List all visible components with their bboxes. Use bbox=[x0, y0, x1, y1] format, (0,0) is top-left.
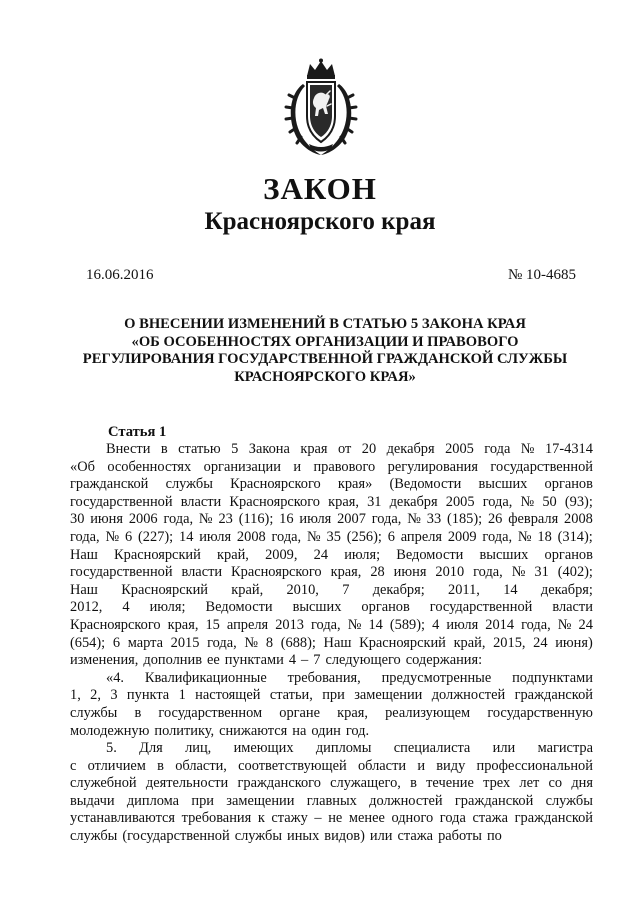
body-word: 23 bbox=[218, 511, 233, 528]
body-line bbox=[70, 705, 593, 723]
body-word: – bbox=[301, 652, 309, 669]
body-word: или bbox=[369, 828, 393, 845]
body-word: пункта bbox=[126, 687, 170, 704]
body-word: настоящей bbox=[195, 687, 261, 704]
body-word: должностей bbox=[369, 792, 443, 809]
body-line bbox=[70, 810, 593, 828]
body-word: июля bbox=[299, 511, 332, 528]
body-word: трех bbox=[483, 775, 511, 792]
article-body bbox=[70, 441, 593, 846]
body-word: видов) bbox=[324, 828, 365, 845]
body-word: № bbox=[347, 616, 362, 633]
body-word: государственную bbox=[487, 704, 593, 721]
body-word: года, bbox=[482, 528, 513, 545]
body-word: года, bbox=[207, 634, 237, 651]
body-line bbox=[70, 511, 593, 529]
body-word: года, bbox=[70, 528, 100, 545]
body-line bbox=[70, 529, 593, 547]
body-word: № bbox=[557, 616, 572, 633]
body-line bbox=[70, 635, 593, 653]
body-word: № bbox=[306, 528, 321, 545]
body-line bbox=[70, 617, 593, 635]
body-word: апреля bbox=[226, 616, 269, 633]
body-word: органе bbox=[279, 704, 321, 721]
body-word: года, bbox=[473, 564, 503, 581]
body-word: 2008 bbox=[564, 511, 593, 528]
body-word: 2011, bbox=[448, 581, 480, 598]
body-word: (314); bbox=[557, 528, 593, 545]
body-word: службы bbox=[70, 828, 118, 845]
body-word: имеющих bbox=[233, 740, 294, 757]
body-word: (Ведомости bbox=[389, 476, 462, 493]
body-word: устанавливаются bbox=[70, 810, 176, 827]
body-word: статьи, bbox=[269, 687, 313, 704]
body-word: 15 bbox=[205, 616, 220, 633]
body-word: 33 bbox=[426, 511, 442, 528]
body-word: № bbox=[407, 511, 421, 528]
body-word: 2014 bbox=[485, 616, 515, 633]
body-word: политику, bbox=[154, 722, 215, 739]
body-word: 1 bbox=[178, 687, 186, 704]
body-word: июля; bbox=[344, 546, 381, 563]
body-word: высших bbox=[479, 546, 529, 563]
body-word: 2007 bbox=[337, 511, 366, 528]
body-word: к bbox=[257, 810, 265, 827]
body-word: Ведомости bbox=[396, 546, 464, 563]
body-word: власти bbox=[181, 564, 223, 581]
body-word: года, bbox=[163, 511, 194, 528]
body-word: один bbox=[311, 722, 341, 739]
body-word: области bbox=[357, 757, 407, 774]
document-number: № 10-4685 bbox=[507, 267, 576, 283]
body-word: высших bbox=[292, 599, 342, 616]
body-word: (256); bbox=[346, 528, 382, 545]
body-word: гражданской bbox=[454, 792, 534, 809]
body-word: № bbox=[511, 564, 526, 581]
body-word: (116); bbox=[238, 511, 274, 528]
body-word: края, bbox=[337, 704, 368, 721]
body-word: 35 bbox=[326, 528, 341, 545]
body-word: Красноярского bbox=[70, 616, 161, 633]
body-word: регулирования bbox=[387, 458, 478, 475]
body-word: 24 bbox=[578, 616, 593, 633]
body-word: следующего bbox=[325, 652, 401, 669]
body-word: июня bbox=[90, 511, 123, 528]
body-word: 26 bbox=[487, 511, 503, 528]
body-word: органов bbox=[544, 476, 593, 493]
body-line bbox=[70, 441, 593, 459]
body-word: снижаются bbox=[219, 722, 288, 739]
body-word: июня bbox=[393, 564, 427, 581]
body-word: года bbox=[439, 810, 466, 827]
body-word: органов bbox=[361, 599, 410, 616]
body-word: особенностях bbox=[107, 458, 192, 475]
body-word: Для bbox=[139, 740, 163, 757]
body-word: 6 bbox=[387, 528, 395, 545]
body-word: 31 bbox=[367, 493, 382, 510]
body-word: лиц, bbox=[185, 740, 212, 757]
body-line bbox=[70, 775, 593, 793]
body-word: течение bbox=[426, 775, 474, 792]
heading-line: «ОБ ОСОБЕННОСТЯХ ОРГАНИЗАЦИИ И ПРАВОВОГО bbox=[131, 333, 519, 350]
body-word: № bbox=[105, 528, 120, 545]
body-word: гражданской bbox=[70, 476, 149, 493]
body-word: организации bbox=[203, 458, 281, 475]
coat-of-arms-icon bbox=[283, 58, 359, 158]
body-word: требования bbox=[181, 810, 252, 827]
body-word: ее bbox=[207, 652, 220, 669]
body-word: правового bbox=[313, 458, 376, 475]
body-word: или bbox=[492, 740, 516, 757]
body-line bbox=[70, 582, 593, 600]
body-word: требования, bbox=[287, 669, 361, 686]
body-word: № bbox=[198, 511, 213, 528]
body-line bbox=[70, 740, 593, 758]
body-line bbox=[70, 476, 593, 494]
body-word: (589); bbox=[389, 616, 426, 633]
body-word: Ведомости bbox=[205, 599, 273, 616]
body-word: Закона bbox=[248, 441, 290, 457]
body-word: (185); bbox=[446, 511, 483, 528]
body-word: 2009 bbox=[447, 528, 477, 545]
body-word: Наш bbox=[70, 546, 98, 563]
body-word: 4 bbox=[122, 599, 130, 616]
body-word: Квалификационные bbox=[144, 669, 267, 686]
body-word: «4. bbox=[106, 669, 124, 686]
body-word: февраля bbox=[508, 511, 559, 528]
body-word: 5. bbox=[106, 740, 117, 757]
body-line bbox=[70, 494, 593, 512]
body-word: лет bbox=[519, 775, 540, 792]
body-word: (государственной bbox=[122, 828, 230, 845]
body-line bbox=[70, 564, 593, 582]
body-word: при bbox=[191, 792, 214, 809]
body-line bbox=[70, 828, 593, 846]
body-word: 2005 bbox=[445, 441, 474, 457]
body-word: статью bbox=[178, 441, 221, 457]
body-word: 14 bbox=[179, 528, 194, 545]
body-word: марта bbox=[127, 634, 163, 651]
body-word: гражданской bbox=[514, 687, 593, 704]
body-word: с bbox=[70, 757, 77, 774]
body-word: органов bbox=[544, 546, 593, 563]
body-word: выдачи bbox=[70, 792, 115, 809]
body-word: край, bbox=[453, 634, 486, 651]
body-word: 4 bbox=[432, 616, 440, 633]
body-word: года, bbox=[482, 493, 513, 510]
body-word: декабря bbox=[386, 441, 435, 457]
body-word: подпунктами bbox=[512, 669, 593, 686]
body-word: 2015, bbox=[493, 634, 526, 651]
body-word: стажа bbox=[472, 810, 509, 827]
body-word: не bbox=[328, 810, 343, 827]
body-word: 2013 bbox=[275, 616, 304, 633]
heading-line: О ВНЕСЕНИИ ИЗМЕНЕНИЙ В СТАТЬЮ 5 ЗАКОНА КРАЯ bbox=[124, 316, 526, 332]
body-word: магистра bbox=[537, 740, 593, 757]
body-word: края» bbox=[337, 476, 373, 493]
body-word: год. bbox=[345, 722, 370, 739]
body-word: край, bbox=[231, 581, 264, 598]
body-word: государственном bbox=[158, 704, 263, 721]
body-word: 30 bbox=[70, 511, 85, 528]
body-word: 2008 bbox=[236, 528, 266, 545]
body-word: 5 bbox=[231, 441, 239, 457]
body-word: июня) bbox=[555, 634, 593, 651]
body-word: июля bbox=[446, 616, 479, 633]
body-word: декабря; bbox=[540, 581, 593, 598]
body-word: замещении bbox=[226, 792, 295, 809]
body-word: области, bbox=[175, 757, 227, 774]
body-word: высших bbox=[478, 476, 528, 493]
body-word: власти bbox=[552, 599, 593, 616]
body-word: 2009, bbox=[265, 546, 298, 563]
body-word: отличием bbox=[87, 757, 146, 774]
heading-line: КРАСНОЯРСКОГО КРАЯ» bbox=[234, 368, 416, 385]
body-word: 14 bbox=[368, 616, 383, 633]
body-line bbox=[70, 599, 593, 617]
body-word: служебной bbox=[70, 775, 137, 792]
coat-of-arms-emblem bbox=[283, 58, 359, 158]
body-word: 7 bbox=[313, 652, 321, 669]
document-subtitle: Красноярского края bbox=[204, 208, 436, 235]
body-word: дня bbox=[571, 775, 593, 792]
body-word: предусмотренные bbox=[381, 669, 492, 686]
body-word: службы bbox=[545, 792, 593, 809]
body-word: в bbox=[160, 441, 168, 457]
body-word: при bbox=[322, 687, 345, 704]
body-word: 8 bbox=[265, 634, 274, 651]
body-word: власти bbox=[180, 493, 222, 510]
body-word: пунктами bbox=[224, 652, 284, 669]
body-word: иных bbox=[287, 828, 320, 845]
body-word: № bbox=[517, 528, 532, 545]
body-word: молодежную bbox=[70, 722, 150, 739]
body-word: года, bbox=[271, 528, 302, 545]
body-word: № bbox=[244, 634, 259, 651]
body-word: государственной bbox=[70, 564, 173, 581]
body-word: в bbox=[134, 704, 142, 721]
document-date: 16.06.2016 bbox=[86, 267, 154, 283]
article-title: Статья 1 bbox=[108, 424, 167, 440]
law-heading bbox=[60, 316, 590, 386]
body-word: содержания: bbox=[405, 652, 483, 669]
body-word: 1, bbox=[70, 687, 81, 704]
body-word: июля; bbox=[149, 599, 186, 616]
body-word: виду bbox=[436, 757, 466, 774]
body-word: 18 bbox=[537, 528, 552, 545]
body-word: 2010 bbox=[435, 564, 465, 581]
body-word: 24 bbox=[533, 634, 548, 651]
body-word: замещении bbox=[354, 687, 423, 704]
body-word: 31 bbox=[534, 564, 549, 581]
body-word: апреля bbox=[400, 528, 443, 545]
body-word: менее bbox=[348, 810, 385, 827]
body-word: края, bbox=[328, 493, 359, 510]
body-word: деятельности bbox=[145, 775, 229, 792]
body-word: 7 bbox=[342, 581, 350, 598]
body-word: реализующем bbox=[385, 704, 471, 721]
body-word: (402); bbox=[557, 564, 593, 581]
body-word: 16 bbox=[279, 511, 294, 528]
body-word: дополнив bbox=[143, 652, 202, 669]
body-line bbox=[70, 670, 593, 688]
body-word: года, bbox=[521, 616, 551, 633]
body-word: в bbox=[157, 757, 164, 774]
body-line bbox=[70, 793, 593, 811]
body-word: службы bbox=[70, 704, 118, 721]
body-word: Наш bbox=[323, 634, 352, 651]
body-line bbox=[70, 547, 593, 565]
body-word: 14 bbox=[503, 581, 518, 598]
body-word: № bbox=[520, 493, 535, 510]
body-word: главных bbox=[306, 792, 357, 809]
body-word: и bbox=[417, 757, 426, 774]
body-word: гражданского bbox=[237, 775, 321, 792]
body-word: 6 bbox=[125, 528, 133, 545]
body-word: края, bbox=[167, 616, 199, 633]
body-word: 2015 bbox=[170, 634, 200, 651]
body-word: Внести bbox=[106, 441, 151, 457]
body-word: одного bbox=[391, 810, 434, 827]
body-word: изменения, bbox=[70, 652, 139, 669]
body-word: (93); bbox=[564, 493, 593, 510]
body-word: Красноярского bbox=[231, 564, 322, 581]
body-word: – bbox=[314, 810, 322, 827]
body-word: 2010, bbox=[286, 581, 319, 598]
body-line bbox=[70, 723, 593, 741]
body-word: Красноярский bbox=[121, 581, 208, 598]
body-word: (654); bbox=[70, 634, 106, 651]
body-word: Красноярский bbox=[114, 546, 201, 563]
body-word: 50 bbox=[542, 493, 557, 510]
body-word: Красноярского bbox=[230, 476, 321, 493]
body-word: Наш bbox=[70, 581, 98, 598]
body-word: по bbox=[486, 828, 502, 845]
body-word: и bbox=[293, 458, 302, 475]
body-word: (227); bbox=[138, 528, 174, 545]
body-word: на bbox=[292, 722, 307, 739]
body-word: 2, bbox=[90, 687, 101, 704]
body-word: Красноярского bbox=[229, 493, 320, 510]
body-word: службы bbox=[165, 476, 213, 493]
body-word: профессиональной bbox=[476, 757, 593, 774]
body-word: 2012, bbox=[70, 599, 103, 616]
body-word: «Об bbox=[70, 458, 95, 475]
body-word: 2005 bbox=[445, 493, 475, 510]
body-word: 4 bbox=[288, 652, 297, 669]
body-word: года, bbox=[371, 511, 402, 528]
body-line bbox=[70, 459, 593, 477]
body-word: работы bbox=[438, 828, 482, 845]
body-word: 20 bbox=[361, 441, 377, 457]
body-word: службы bbox=[234, 828, 283, 845]
body-word: стажу bbox=[271, 810, 308, 827]
heading-line: РЕГУЛИРОВАНИЯ ГОСУДАРСТВЕННОЙ ГРАЖДАНСКОЙ СЛУЖБЫ bbox=[82, 351, 568, 367]
body-word: № bbox=[520, 441, 535, 457]
body-word: июля bbox=[199, 528, 232, 545]
body-word: государственной bbox=[490, 458, 593, 475]
body-word: дипломы bbox=[315, 740, 372, 757]
body-word: 24 bbox=[313, 546, 329, 563]
body-word: (688); bbox=[280, 634, 316, 651]
body-word: край, bbox=[217, 546, 249, 563]
body-word: стажа bbox=[397, 828, 434, 845]
body-word: государственной bbox=[429, 599, 533, 616]
body-word: 28 bbox=[370, 564, 385, 581]
body-word: 3 bbox=[110, 687, 118, 704]
body-line bbox=[70, 758, 593, 776]
body-word: должностей bbox=[431, 687, 506, 704]
body-word: края bbox=[300, 441, 328, 457]
body-word: края, bbox=[330, 564, 362, 581]
body-word: 6 bbox=[112, 634, 121, 651]
body-word: 2006 bbox=[128, 511, 158, 528]
body-word: декабря; bbox=[372, 581, 425, 598]
body-word: соответствующей bbox=[238, 757, 347, 774]
document-title: ЗАКОН bbox=[263, 171, 377, 206]
body-word: специалиста bbox=[393, 740, 471, 757]
body-word: декабря bbox=[389, 493, 438, 510]
body-line bbox=[70, 687, 593, 705]
body-word: от bbox=[338, 441, 352, 457]
body-word: государственной bbox=[70, 493, 173, 510]
body-line bbox=[70, 652, 593, 670]
body-word: года, bbox=[311, 616, 341, 633]
body-word: Красноярский bbox=[359, 634, 446, 651]
body-word: в bbox=[410, 775, 417, 792]
body-word: диплома bbox=[126, 792, 180, 809]
body-word: служащего, bbox=[330, 775, 401, 792]
body-word: 17-4314 bbox=[544, 441, 593, 457]
body-word: гражданской bbox=[514, 810, 593, 827]
body-word: со bbox=[548, 775, 563, 792]
body-word: года bbox=[484, 441, 511, 457]
